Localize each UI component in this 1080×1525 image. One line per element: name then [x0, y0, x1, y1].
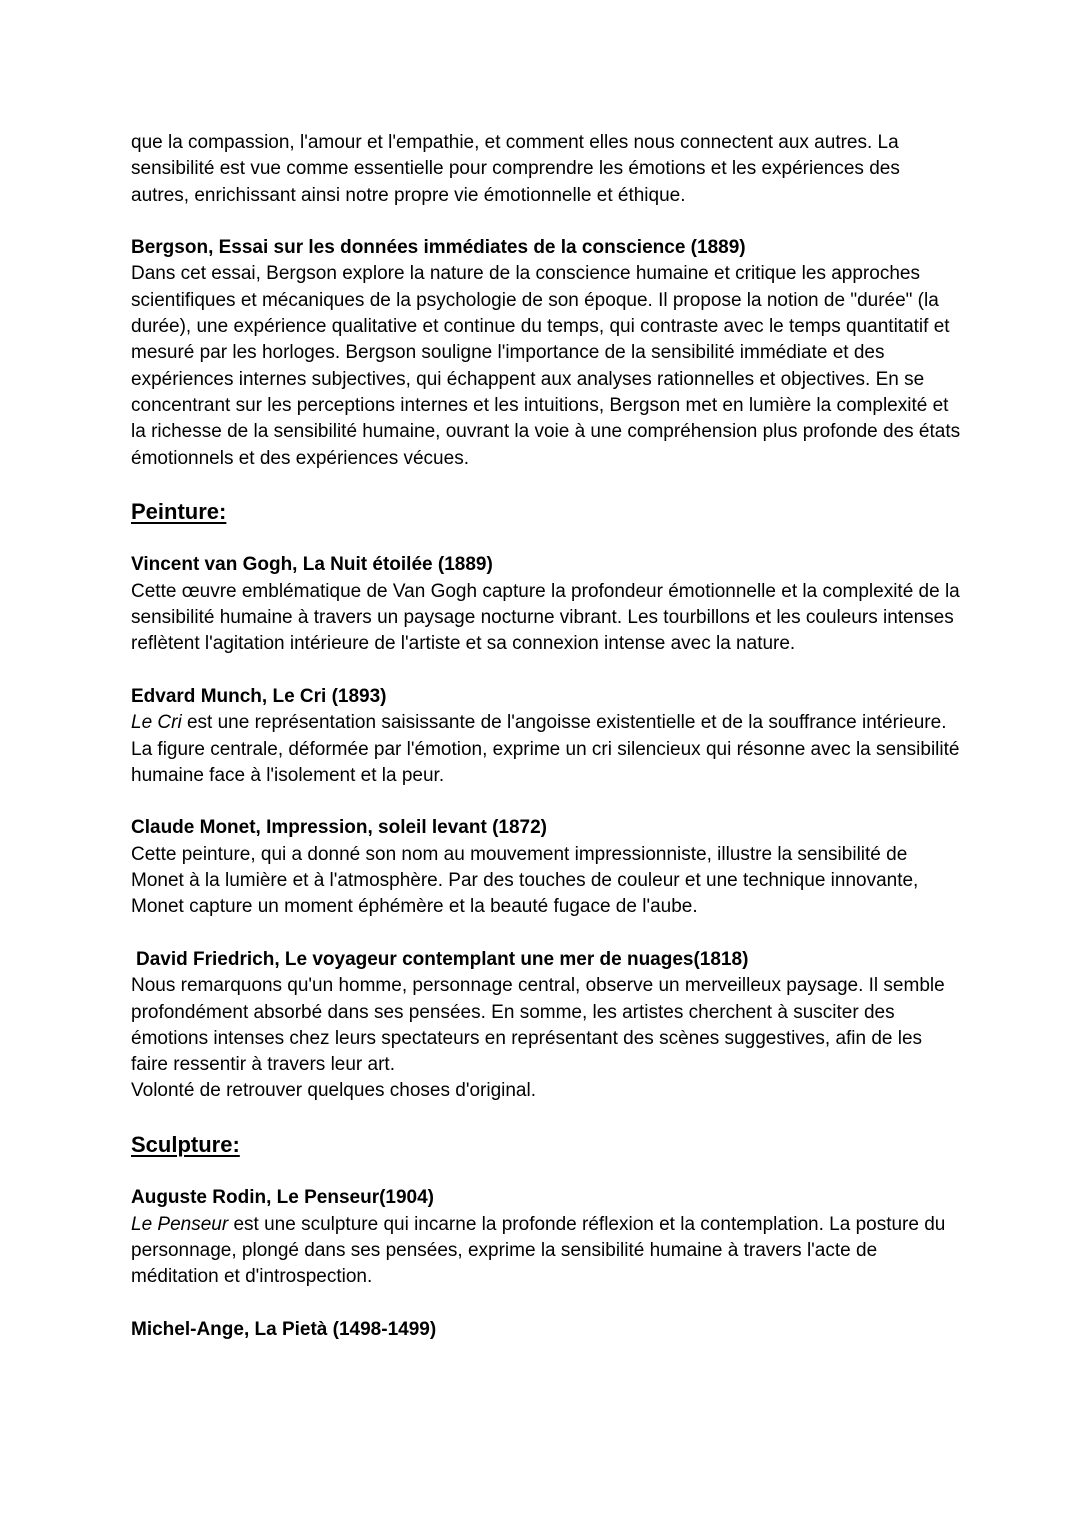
rodin-text: est une sculpture qui incarne la profonde réflexion et la contemplation. La posture du personnage, plongé dans ses pensées, exprime la sensibilité humaine à travers l'acte de méditation et d'introspection.: [131, 1213, 946, 1288]
michelange-heading: Michel-Ange, La Pietà (1498-1499): [131, 1318, 437, 1340]
monet-paragraph: Cette peinture, qui a donné son nom au mouvement impressionniste, illustre la sensibilité de Monet à la lumière et à l'atmosphère. Par des touches de couleur et une technique innovante, Monet capture un moment éphémère et la beauté fugace de l'aube.: [131, 843, 919, 918]
spacer: [131, 526, 961, 552]
rodin-paragraph: [131, 1212, 961, 1291]
document-page: [131, 130, 961, 1343]
intro-paragraph: que la compassion, l'amour et l'empathie, et comment elles nous connectent aux autres. La sensibilité est vue comme essentielle pour comprendre les émotions et les expériences des autres, enrichissant ainsi notre propre vie émotionnelle et éthique.: [131, 132, 900, 206]
rodin-title-italic: Le Penseur: [131, 1213, 229, 1235]
bergson-heading: Bergson, Essai sur les données immédiates de la conscience (1889): [131, 237, 746, 259]
friedrich-heading: David Friedrich, Le voyageur contemplant une mer de nuages(1818): [136, 948, 749, 970]
munch-heading: Edvard Munch, Le Cri (1893): [131, 685, 387, 707]
friedrich-note: Volonté de retrouver quelques choses d'original.: [131, 1080, 537, 1102]
friedrich-paragraph: Nous remarquons qu'un homme, personnage central, observe un merveilleux paysage. Il semble profondément absorbé dans ses pensées. En somme, les artistes cherchent à susciter des émotions intenses chez leurs spectateurs en représentant des scènes suggestives, afin de les faire ressentir à travers leur art.: [131, 975, 945, 1076]
sculpture-section-title: Sculpture:: [131, 1131, 240, 1157]
spacer: [131, 658, 961, 684]
rodin-heading: Auguste Rodin, Le Penseur(1904): [131, 1187, 435, 1209]
spacer: [131, 1290, 961, 1316]
vangogh-paragraph: Cette œuvre emblématique de Van Gogh capture la profondeur émotionnelle et la complexité de la sensibilité humaine à travers un paysage nocturne vibrant. Les tourbillons et les couleurs intenses reflètent l'agitation intérieure de l'artiste et sa connexion intense avec la nature.: [131, 580, 960, 655]
spacer: [131, 921, 961, 947]
spacer: [131, 472, 961, 498]
munch-title-italic: Le Cri: [131, 712, 182, 734]
vangogh-heading: Vincent van Gogh, La Nuit étoilée (1889): [131, 554, 493, 576]
spacer: [131, 1159, 961, 1185]
spacer: [131, 209, 961, 235]
munch-paragraph: [131, 710, 961, 789]
bergson-paragraph: Dans cet essai, Bergson explore la nature de la conscience humaine et critique les approches scientifiques et mécaniques de la psychologie de son époque. Il propose la notion de "durée" (la durée), une expérience qualitative et continue du temps, qui contraste avec le temps quantitatif et mesuré par les horloges. Bergson souligne l'importance de la sensibilité immédiate et des expériences internes subjectives, qui échappent aux analyses rationnelles et objectives. En se concentrant sur les perceptions internes et les intuitions, Bergson met en lumière la complexité et la richesse de la sensibilité humaine, ouvrant la voie à une compréhension plus profonde des états émotionnels et des expériences vécues.: [131, 263, 961, 469]
spacer: [131, 789, 961, 815]
spacer: [131, 1105, 961, 1131]
peinture-section-title: Peinture:: [131, 499, 227, 525]
monet-heading: Claude Monet, Impression, soleil levant (1872): [131, 817, 548, 839]
munch-text: est une représentation saisissante de l'angoisse existentielle et de la souffrance intérieure. La figure centrale, déformée par l'émotion, exprime un cri silencieux qui résonne avec la sensibilité humaine face à l'isolement et la peur.: [131, 712, 960, 786]
